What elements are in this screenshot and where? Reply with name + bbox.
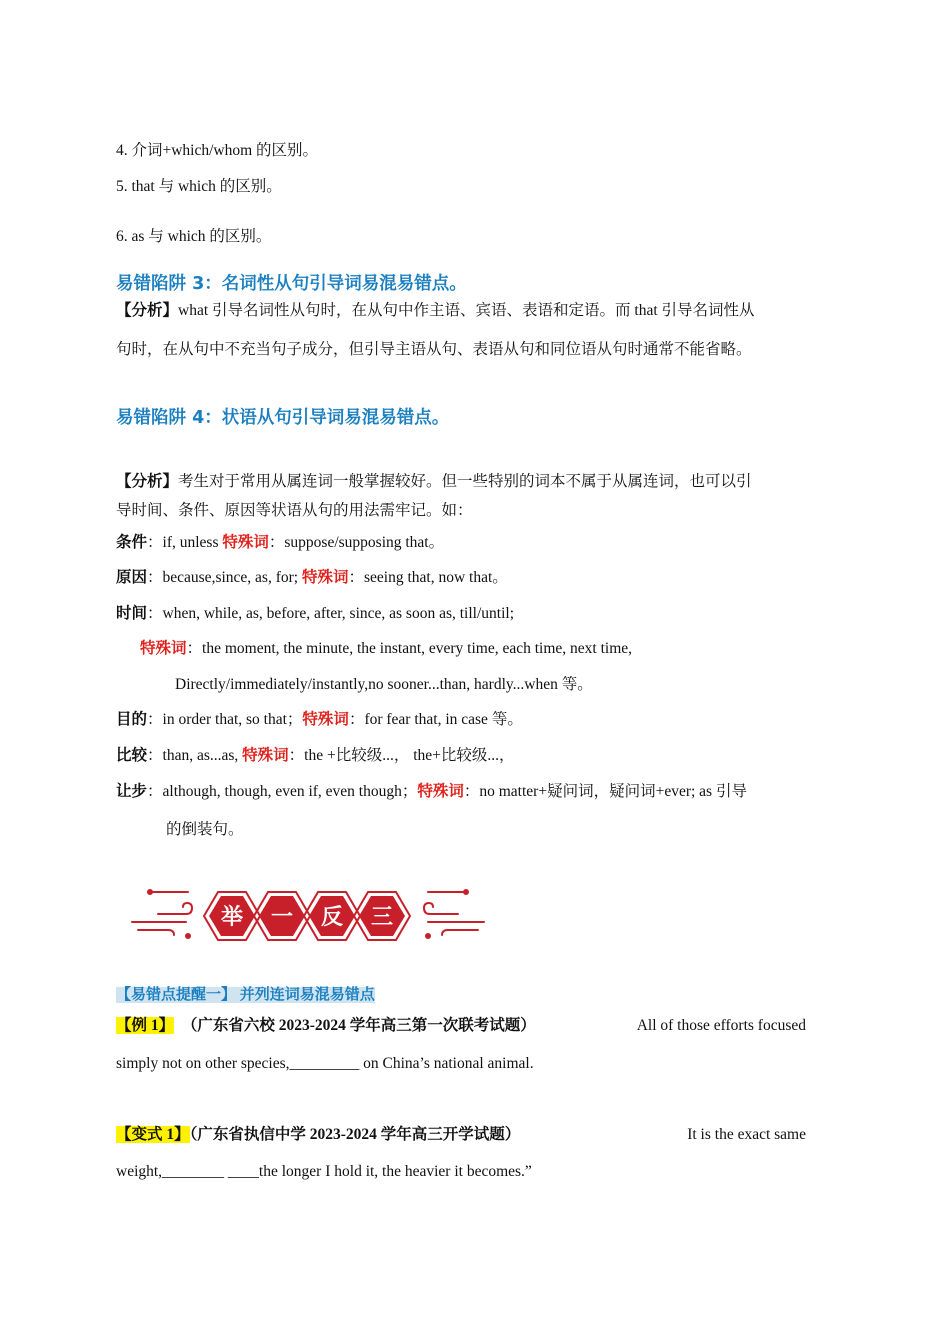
row-label: 让步	[116, 783, 148, 800]
right-cloud-ornament	[424, 892, 484, 935]
list-item-4: 4. 介词+which/whom 的区别。	[116, 142, 319, 159]
special-word-label: 特殊词	[222, 534, 269, 551]
comparison-row	[116, 746, 515, 766]
trap3-analysis-line2: 句时，在从句中不充当句子成分，但引导主语从句、表语从句和同位语从句时通常不能省略。	[116, 341, 752, 358]
trap3-analysis-line1	[116, 301, 755, 321]
ornament-dot	[147, 889, 153, 895]
row-label: 目的	[116, 711, 148, 728]
special-text: ：the moment, the minute, the instant, every time, each time, next time,	[186, 640, 633, 657]
variant-source: （广东省执信中学 2023-2024 学年高三开学试题）	[189, 1126, 521, 1143]
concession-cont: 的倒装句。	[166, 821, 244, 838]
banner-char-3: 反	[320, 905, 344, 930]
variant-text: It is the exact same	[687, 1126, 806, 1143]
variant1-line1	[116, 1125, 806, 1145]
reminder-label: 【易错点提醒一】 并列连词易混易错点	[116, 987, 375, 1003]
row-text: ：although, though, even if, even though；	[147, 783, 418, 800]
example-tag: 【例 1】	[116, 1017, 175, 1034]
special-word-label: 特殊词	[417, 783, 464, 800]
trap4-analysis-line1	[116, 472, 752, 492]
analysis-label: 【分析】	[116, 473, 179, 490]
reminder-heading	[116, 985, 375, 1005]
special-word-label: 特殊词	[242, 747, 289, 764]
variant-tag: 【变式 1】	[116, 1126, 190, 1143]
row-text: ：in order that, so that；	[147, 711, 303, 728]
special-word-label: 特殊词	[301, 569, 349, 586]
row-text: ：than, as...as,	[147, 747, 243, 764]
row-label: 比较	[116, 747, 148, 764]
special-text: ：the +比较级...， the+比较级...，	[288, 747, 515, 764]
banner-char-2: 一	[270, 905, 294, 930]
left-cloud-ornament	[132, 892, 192, 935]
analysis-label: 【分析】	[116, 302, 179, 319]
special-text: ：for fear that, in case 等。	[348, 711, 523, 728]
list-item-6: 6. as 与 which 的区别。	[116, 228, 272, 245]
row-text: ：if, unless	[147, 534, 223, 551]
time-row	[116, 604, 514, 624]
ornament-dot	[185, 933, 191, 939]
time-special-row	[140, 639, 632, 659]
example-text: All of those efforts focused	[636, 1017, 806, 1034]
special-text: ：suppose/supposing that。	[268, 534, 445, 551]
purpose-row	[116, 710, 523, 730]
row-text: ：because,since, as, for;	[147, 569, 302, 586]
banner-char-1: 举	[220, 905, 244, 930]
row-label: 条件	[116, 534, 148, 551]
example1-line1	[116, 1016, 806, 1036]
variant1-line2: weight,________ ____the longer I hold it, the heavier it becomes.”	[116, 1163, 532, 1180]
analysis-text: what 引导名词性从句时，在从句中作主语、宾语、表语和定语。而 that 引导名词性从	[178, 302, 755, 319]
row-text: ：when, while, as, before, after, since, as soon as, till/until;	[147, 605, 514, 622]
row-label: 时间	[116, 605, 148, 622]
reason-row	[116, 568, 508, 588]
example-source: （广东省六校 2023-2024 学年高三第一次联考试题）	[181, 1017, 536, 1034]
list-item-5: 5. that 与 which 的区别。	[116, 178, 282, 195]
banner-ju-yi-fan-san	[128, 886, 488, 946]
trap4-analysis-line2: 导时间、条件、原因等状语从句的用法需牢记。如：	[116, 502, 473, 519]
time-special-cont: Directly/immediately/instantly,no sooner...than, hardly...when 等。	[175, 676, 593, 693]
special-word-label: 特殊词	[140, 640, 187, 657]
concession-row	[116, 782, 747, 802]
trap4-heading: 易错陷阱 4：状语从句引导词易混易错点。	[116, 408, 450, 428]
special-text: ：seeing that, now that。	[348, 569, 508, 586]
trap3-heading: 易错陷阱 3：名词性从句引导词易混易错点。	[116, 274, 467, 294]
row-label: 原因	[116, 569, 148, 586]
ornament-dot	[463, 889, 469, 895]
banner-char-4: 三	[370, 905, 394, 930]
example1-line2: simply not on other species,_________ on China’s national animal.	[116, 1055, 534, 1072]
special-word-label: 特殊词	[302, 711, 349, 728]
ornament-dot	[425, 933, 431, 939]
analysis-text: 考生对于常用从属连词一般掌握较好。但一些特别的词本不属于从属连词，也可以引	[178, 473, 752, 490]
special-text: ：no matter+疑问词，疑问词+ever; as 引导	[463, 783, 747, 800]
condition-row	[116, 533, 444, 553]
